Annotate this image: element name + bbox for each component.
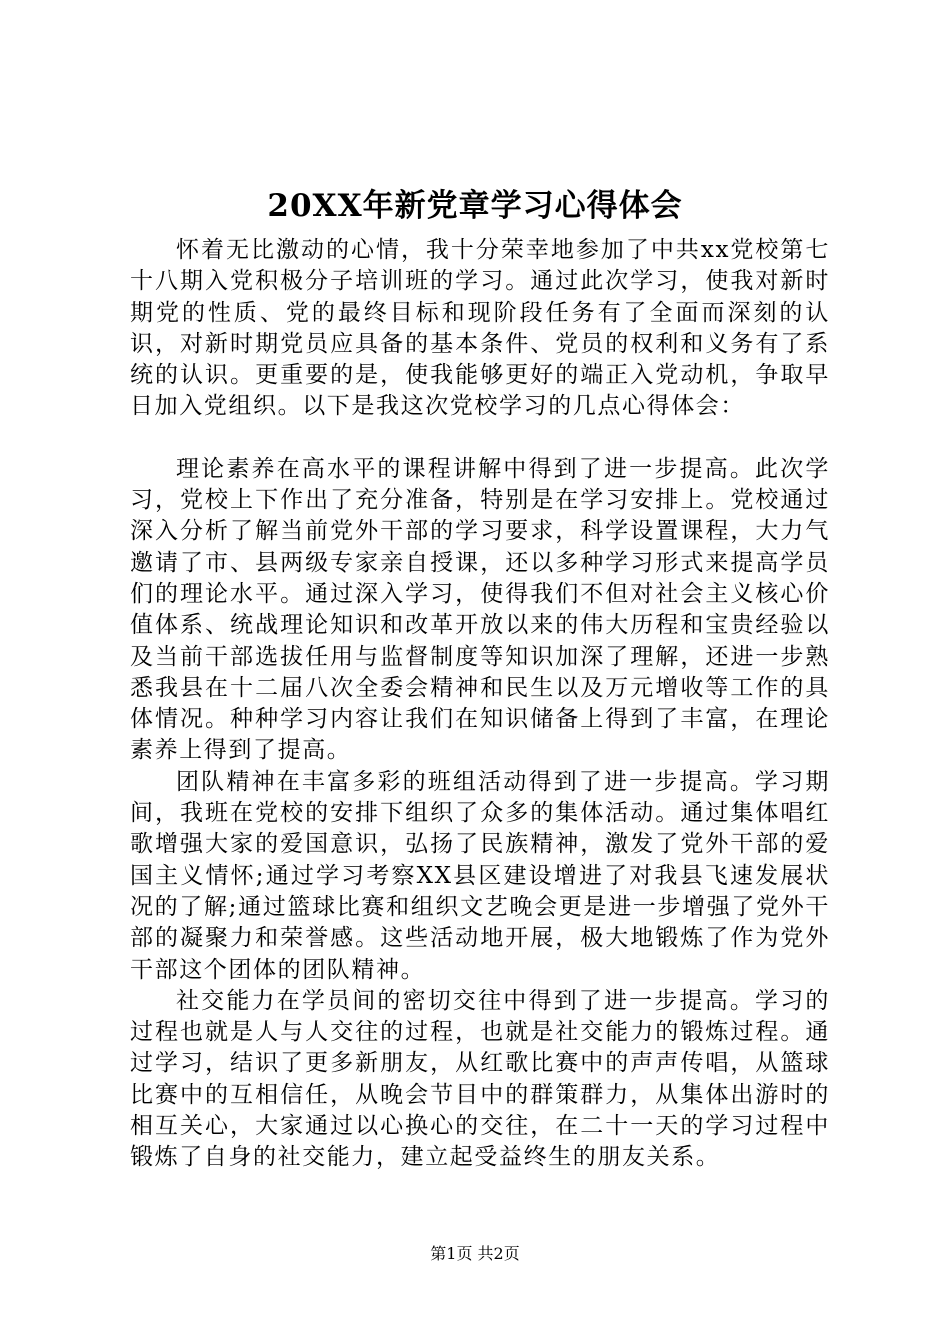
paragraph-teamwork: 团队精神在丰富多彩的班组活动得到了进一步提高。学习期间，我班在党校的安排下组织了众多的集体活动。通过集体唱红歌增强大家的爱国意识，弘扬了民族精神，激发了党外干部的爱国主义情怀;通过学习考察XX县区建设增进了对我县飞速发展状况的了解;通过篮球比赛和组织文艺晚会更是进一步增强了党外干部的凝聚力和荣誉感。这些活动地开展，极大地锻炼了作为党外干部这个团体的团队精神。 (130, 768, 830, 983)
paragraph-theory: 理论素养在高水平的课程讲解中得到了进一步提高。此次学习，党校上下作出了充分准备，特别是在学习安排上。党校通过深入分析了解当前党外干部的学习要求，科学设置课程，大力气邀请了市、县两级专家亲自授课，还以多种学习形式来提高学员们的理论水平。通过深入学习，使得我们不但对社会主义核心价值体系、统战理论知识和改革开放以来的伟大历程和宝贵经验以及当前干部选拔任用与监督制度等知识加深了理解，还进一步熟悉我县在十二届八次全委会精神和民生以及万元增收等工作的具体情况。种种学习内容让我们在知识储备上得到了丰富，在理论素养上得到了提高。 (130, 455, 830, 764)
document-title: 20XX年新党章学习心得体会 (267, 188, 683, 224)
document-body (130, 235, 830, 1174)
paragraph-social: 社交能力在学员间的密切交往中得到了进一步提高。学习的过程也就是人与人交往的过程，也就是社交能力的锻炼过程。通过学习，结识了更多新朋友，从红歌比赛中的声声传唱，从篮球比赛中的互相信任，从晚会节目中的群策群力，从集体出游时的相互关心，大家通过以心换心的交往，在二十一天的学习过程中锻炼了自身的社交能力，建立起受益终生的朋友关系。 (130, 987, 830, 1171)
paragraph-intro: 怀着无比激动的心情，我十分荣幸地参加了中共xx党校第七十八期入党积极分子培训班的学习。通过此次学习，使我对新时期党的性质、党的最终目标和现阶段任务有了全面而深刻的认识，对新时期党员应具备的基本条件、党员的权利和义务有了系统的认识。更重要的是，使我能够更好的端正入党动机，争取早日加入党组织。以下是我这次党校学习的几点心得体会： (130, 237, 830, 420)
page-number-footer: 第1页 共2页 (430, 1244, 520, 1263)
